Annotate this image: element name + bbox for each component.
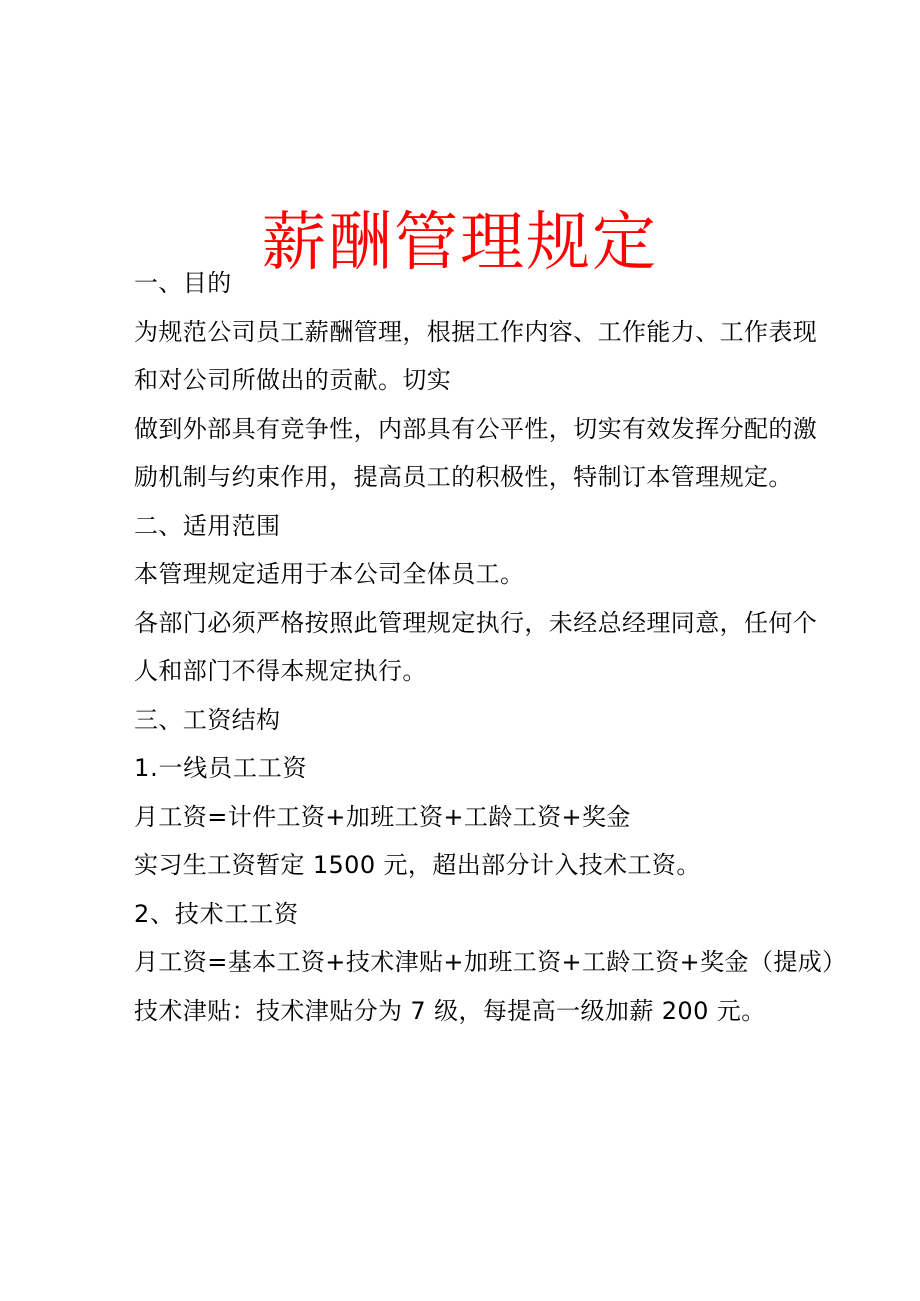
formula-line: 月工资=计件工资+加班工资+工龄工资+奖金 xyxy=(134,802,631,831)
subheading-frontline-wage: 1.一线员工工资 xyxy=(134,754,308,782)
heading-purpose: 一、目的 xyxy=(134,269,232,297)
paragraph-line: 技术津贴：技术津贴分为 7 级，每提高一级加薪 200 元。 xyxy=(134,996,766,1025)
heading-wage-structure: 三、工资结构 xyxy=(134,705,281,734)
paragraph-line: 励机制与约束作用，提高员工的积极性，特制订本管理规定。 xyxy=(134,463,793,491)
paragraph-line: 本管理规定适用于本公司全体员工。 xyxy=(134,560,525,588)
document-title: 薪酬管理规定 xyxy=(262,205,658,280)
document-body xyxy=(134,259,847,1035)
paragraph-line: 做到外部具有竞争性，内部具有公平性，切实有效发挥分配的激 xyxy=(134,414,818,443)
paragraph-line: 为规范公司员工薪酬管理，根据工作内容、工作能力、工作表现 xyxy=(134,317,818,346)
formula-line: 月工资=基本工资+技术津贴+加班工资+工龄工资+奖金（提成） xyxy=(134,948,847,976)
paragraph-line: 人和部门不得本规定执行。 xyxy=(134,657,427,685)
subheading-technician-wage: 2、技术工工资 xyxy=(134,899,299,928)
heading-scope: 二、适用范围 xyxy=(134,511,281,540)
paragraph-line: 和对公司所做出的贡献。切实 xyxy=(134,366,452,394)
paragraph-line: 各部门必须严格按照此管理规定执行，未经总经理同意，任何个 xyxy=(134,608,818,637)
paragraph-line: 实习生工资暂定 1500 元，超出部分计入技术工资。 xyxy=(134,851,701,879)
